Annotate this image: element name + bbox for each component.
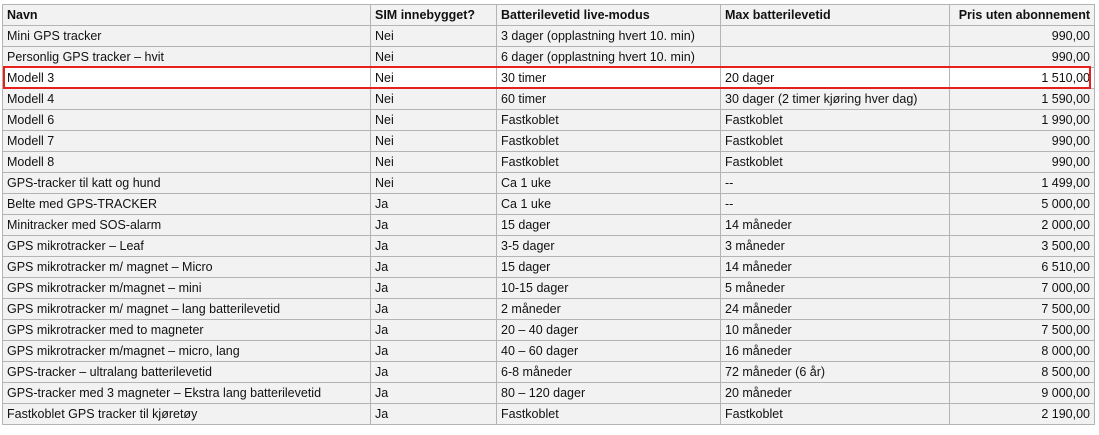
cell-price: 990,00	[950, 47, 1095, 68]
table-row	[3, 257, 1095, 278]
cell-sim: Nei	[371, 26, 497, 47]
cell-battery-live: 6 dager (opplastning hvert 10. min)	[497, 47, 721, 68]
cell-battery-live: 6-8 måneder	[497, 362, 721, 383]
cell-battery-max: 14 måneder	[721, 215, 950, 236]
cell-battery-max: Fastkoblet	[721, 110, 950, 131]
cell-battery-live: Fastkoblet	[497, 110, 721, 131]
comparison-table-wrapper	[2, 4, 1095, 425]
cell-price: 5 000,00	[950, 194, 1095, 215]
cell-sim: Nei	[371, 68, 497, 89]
cell-battery-max: Fastkoblet	[721, 404, 950, 425]
table-row	[3, 152, 1095, 173]
table-row	[3, 194, 1095, 215]
cell-price: 9 000,00	[950, 383, 1095, 404]
cell-name: GPS mikrotracker m/magnet – micro, lang	[3, 341, 371, 362]
cell-price: 990,00	[950, 152, 1095, 173]
cell-price: 1 499,00	[950, 173, 1095, 194]
cell-sim: Ja	[371, 341, 497, 362]
cell-name: Minitracker med SOS-alarm	[3, 215, 371, 236]
table-row	[3, 236, 1095, 257]
table-row	[3, 404, 1095, 425]
cell-name: GPS-tracker med 3 magneter – Ekstra lang batterilevetid	[3, 383, 371, 404]
cell-battery-live: Fastkoblet	[497, 131, 721, 152]
cell-sim: Ja	[371, 320, 497, 341]
cell-name: Belte med GPS-TRACKER	[3, 194, 371, 215]
cell-name: GPS mikrotracker m/magnet – mini	[3, 278, 371, 299]
cell-battery-max: 5 måneder	[721, 278, 950, 299]
cell-battery-live: 30 timer	[497, 68, 721, 89]
table-row	[3, 47, 1095, 68]
cell-battery-max: Fastkoblet	[721, 152, 950, 173]
cell-battery-max	[721, 26, 950, 47]
cell-battery-live: 15 dager	[497, 257, 721, 278]
cell-sim: Ja	[371, 257, 497, 278]
cell-name: GPS mikrotracker med to magneter	[3, 320, 371, 341]
table-body	[3, 26, 1095, 425]
table-row	[3, 89, 1095, 110]
cell-price: 7 500,00	[950, 320, 1095, 341]
cell-battery-max: Fastkoblet	[721, 131, 950, 152]
cell-price: 1 990,00	[950, 110, 1095, 131]
cell-battery-live: 2 måneder	[497, 299, 721, 320]
cell-sim: Nei	[371, 89, 497, 110]
cell-price: 990,00	[950, 26, 1095, 47]
cell-battery-live: Ca 1 uke	[497, 173, 721, 194]
cell-name: GPS mikrotracker – Leaf	[3, 236, 371, 257]
table-row	[3, 131, 1095, 152]
cell-name: GPS-tracker – ultralang batterilevetid	[3, 362, 371, 383]
cell-name: Mini GPS tracker	[3, 26, 371, 47]
table-row	[3, 383, 1095, 404]
table-header-row	[3, 5, 1095, 26]
cell-name: GPS-tracker til katt og hund	[3, 173, 371, 194]
cell-battery-max: 20 måneder	[721, 383, 950, 404]
cell-battery-max: 10 måneder	[721, 320, 950, 341]
cell-price: 7 500,00	[950, 299, 1095, 320]
cell-name: GPS mikrotracker m/ magnet – Micro	[3, 257, 371, 278]
table-row	[3, 320, 1095, 341]
cell-battery-max: 14 måneder	[721, 257, 950, 278]
cell-battery-live: 80 – 120 dager	[497, 383, 721, 404]
cell-sim: Ja	[371, 236, 497, 257]
table-row	[3, 68, 1095, 89]
cell-price: 2 190,00	[950, 404, 1095, 425]
cell-sim: Ja	[371, 383, 497, 404]
cell-sim: Ja	[371, 215, 497, 236]
cell-battery-live: 60 timer	[497, 89, 721, 110]
cell-price: 8 500,00	[950, 362, 1095, 383]
cell-sim: Ja	[371, 194, 497, 215]
table-row	[3, 341, 1095, 362]
header-price: Pris uten abonnement	[950, 5, 1095, 26]
cell-price: 1 510,00	[950, 68, 1095, 89]
cell-sim: Nei	[371, 152, 497, 173]
cell-sim: Ja	[371, 362, 497, 383]
table-row	[3, 110, 1095, 131]
cell-battery-live: 3-5 dager	[497, 236, 721, 257]
cell-name: Personlig GPS tracker – hvit	[3, 47, 371, 68]
table-row	[3, 362, 1095, 383]
cell-battery-live: Fastkoblet	[497, 152, 721, 173]
cell-name: Modell 6	[3, 110, 371, 131]
header-navn: Navn	[3, 5, 371, 26]
cell-battery-max: 30 dager (2 timer kjøring hver dag)	[721, 89, 950, 110]
cell-battery-live: Ca 1 uke	[497, 194, 721, 215]
cell-battery-max: --	[721, 173, 950, 194]
cell-price: 990,00	[950, 131, 1095, 152]
table-row	[3, 26, 1095, 47]
cell-name: Fastkoblet GPS tracker til kjøretøy	[3, 404, 371, 425]
cell-sim: Ja	[371, 299, 497, 320]
cell-price: 6 510,00	[950, 257, 1095, 278]
cell-price: 3 500,00	[950, 236, 1095, 257]
header-battery-max: Max batterilevetid	[721, 5, 950, 26]
cell-battery-live: 40 – 60 dager	[497, 341, 721, 362]
gps-tracker-comparison-table	[2, 4, 1095, 425]
cell-battery-live: 3 dager (opplastning hvert 10. min)	[497, 26, 721, 47]
cell-price: 7 000,00	[950, 278, 1095, 299]
header-battery-live: Batterilevetid live-modus	[497, 5, 721, 26]
cell-sim: Ja	[371, 278, 497, 299]
cell-name: GPS mikrotracker m/ magnet – lang batterilevetid	[3, 299, 371, 320]
cell-battery-max: 72 måneder (6 år)	[721, 362, 950, 383]
cell-battery-max	[721, 47, 950, 68]
cell-sim: Nei	[371, 173, 497, 194]
cell-name: Modell 8	[3, 152, 371, 173]
cell-battery-live: 15 dager	[497, 215, 721, 236]
cell-battery-live: 20 – 40 dager	[497, 320, 721, 341]
table-row	[3, 278, 1095, 299]
cell-battery-max: 20 dager	[721, 68, 950, 89]
table-row	[3, 215, 1095, 236]
cell-price: 1 590,00	[950, 89, 1095, 110]
cell-price: 8 000,00	[950, 341, 1095, 362]
table-row	[3, 173, 1095, 194]
cell-name: Modell 3	[3, 68, 371, 89]
cell-name: Modell 7	[3, 131, 371, 152]
cell-sim: Nei	[371, 110, 497, 131]
cell-battery-max: --	[721, 194, 950, 215]
cell-battery-max: 16 måneder	[721, 341, 950, 362]
table-row	[3, 299, 1095, 320]
cell-battery-live: Fastkoblet	[497, 404, 721, 425]
cell-battery-max: 3 måneder	[721, 236, 950, 257]
cell-sim: Nei	[371, 131, 497, 152]
cell-price: 2 000,00	[950, 215, 1095, 236]
header-sim: SIM innebygget?	[371, 5, 497, 26]
cell-sim: Ja	[371, 404, 497, 425]
cell-name: Modell 4	[3, 89, 371, 110]
cell-sim: Nei	[371, 47, 497, 68]
cell-battery-live: 10-15 dager	[497, 278, 721, 299]
cell-battery-max: 24 måneder	[721, 299, 950, 320]
